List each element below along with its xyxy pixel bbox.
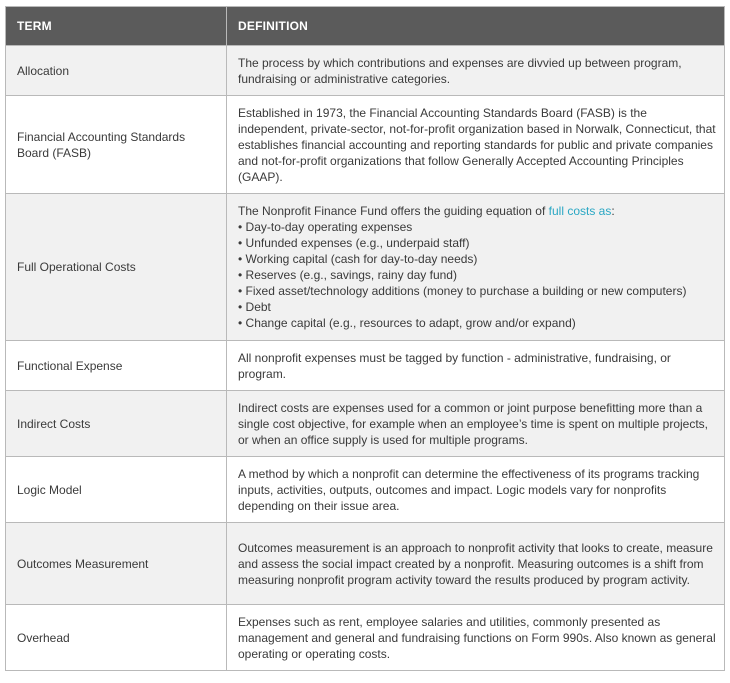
intro-colon: :	[611, 204, 615, 218]
definition-cell: All nonprofit expenses must be tagged by function - administrative, fundraising, or program.	[227, 341, 725, 391]
term-cell: Logic Model	[6, 457, 227, 523]
full-costs-list	[238, 219, 716, 331]
term-cell: Overhead	[6, 605, 227, 671]
term-cell: Full Operational Costs	[6, 194, 227, 341]
table-row	[6, 341, 725, 391]
definition-cell: A method by which a nonprofit can determine the effectiveness of its programs tracking inputs, activities, outputs, outcomes and impact. Logic models vary for nonprofits depending on their issue area.	[227, 457, 725, 523]
table-row	[6, 523, 725, 605]
list-item: • Debt	[238, 299, 716, 315]
list-item: • Working capital (cash for day-to-day needs)	[238, 251, 716, 267]
table-row	[6, 96, 725, 194]
definition-cell	[227, 194, 725, 341]
table-row	[6, 605, 725, 671]
list-item: • Day-to-day operating expenses	[238, 219, 716, 235]
definition-intro	[238, 203, 716, 219]
full-costs-link[interactable]: full costs as	[548, 204, 612, 218]
term-cell: Indirect Costs	[6, 391, 227, 457]
definition-cell: Established in 1973, the Financial Accounting Standards Board (FASB) is the independent, private-sector, not-for-profit organization based in Norwalk, Connecticut, that establishes financial accounting and reporting standards for public and private companies and not-for-profit organizations that follow Generally Accepted Accounting Principles (GAAP).	[227, 96, 725, 194]
glossary-table-container	[5, 6, 724, 671]
table-header-row	[6, 7, 725, 46]
list-item: • Unfunded expenses (e.g., underpaid staff)	[238, 235, 716, 251]
list-item: • Reserves (e.g., savings, rainy day fund)	[238, 267, 716, 283]
term-cell: Outcomes Measurement	[6, 523, 227, 605]
definition-cell: Outcomes measurement is an approach to nonprofit activity that looks to create, measure and assess the social impact created by a nonprofit. Measuring outcomes is a shift from measuring nonprofit program activity toward the results produced by program activity.	[227, 523, 725, 605]
table-row	[6, 194, 725, 341]
term-cell: Allocation	[6, 46, 227, 96]
term-cell: Financial Accounting Standards Board (FASB)	[6, 96, 227, 194]
glossary-table	[5, 6, 725, 671]
definition-cell: Expenses such as rent, employee salaries and utilities, commonly presented as management and general and fundraising functions on Form 990s. Also known as general operating or operating costs.	[227, 605, 725, 671]
table-row	[6, 391, 725, 457]
list-item: • Change capital (e.g., resources to adapt, grow and/or expand)	[238, 315, 716, 331]
column-header-term: TERM	[6, 7, 227, 46]
list-item: • Fixed asset/technology additions (money to purchase a building or new computers)	[238, 283, 716, 299]
definition-cell: Indirect costs are expenses used for a common or joint purpose benefitting more than a single cost objective, for example when an employee’s time is spent on multiple projects, or when an office supply is used for multiple programs.	[227, 391, 725, 457]
column-header-definition: DEFINITION	[227, 7, 725, 46]
term-cell: Functional Expense	[6, 341, 227, 391]
intro-text: The Nonprofit Finance Fund offers the guiding equation of	[238, 204, 549, 218]
table-row	[6, 457, 725, 523]
definition-cell: The process by which contributions and expenses are divvied up between program, fundraising or administrative categories.	[227, 46, 725, 96]
table-row	[6, 46, 725, 96]
